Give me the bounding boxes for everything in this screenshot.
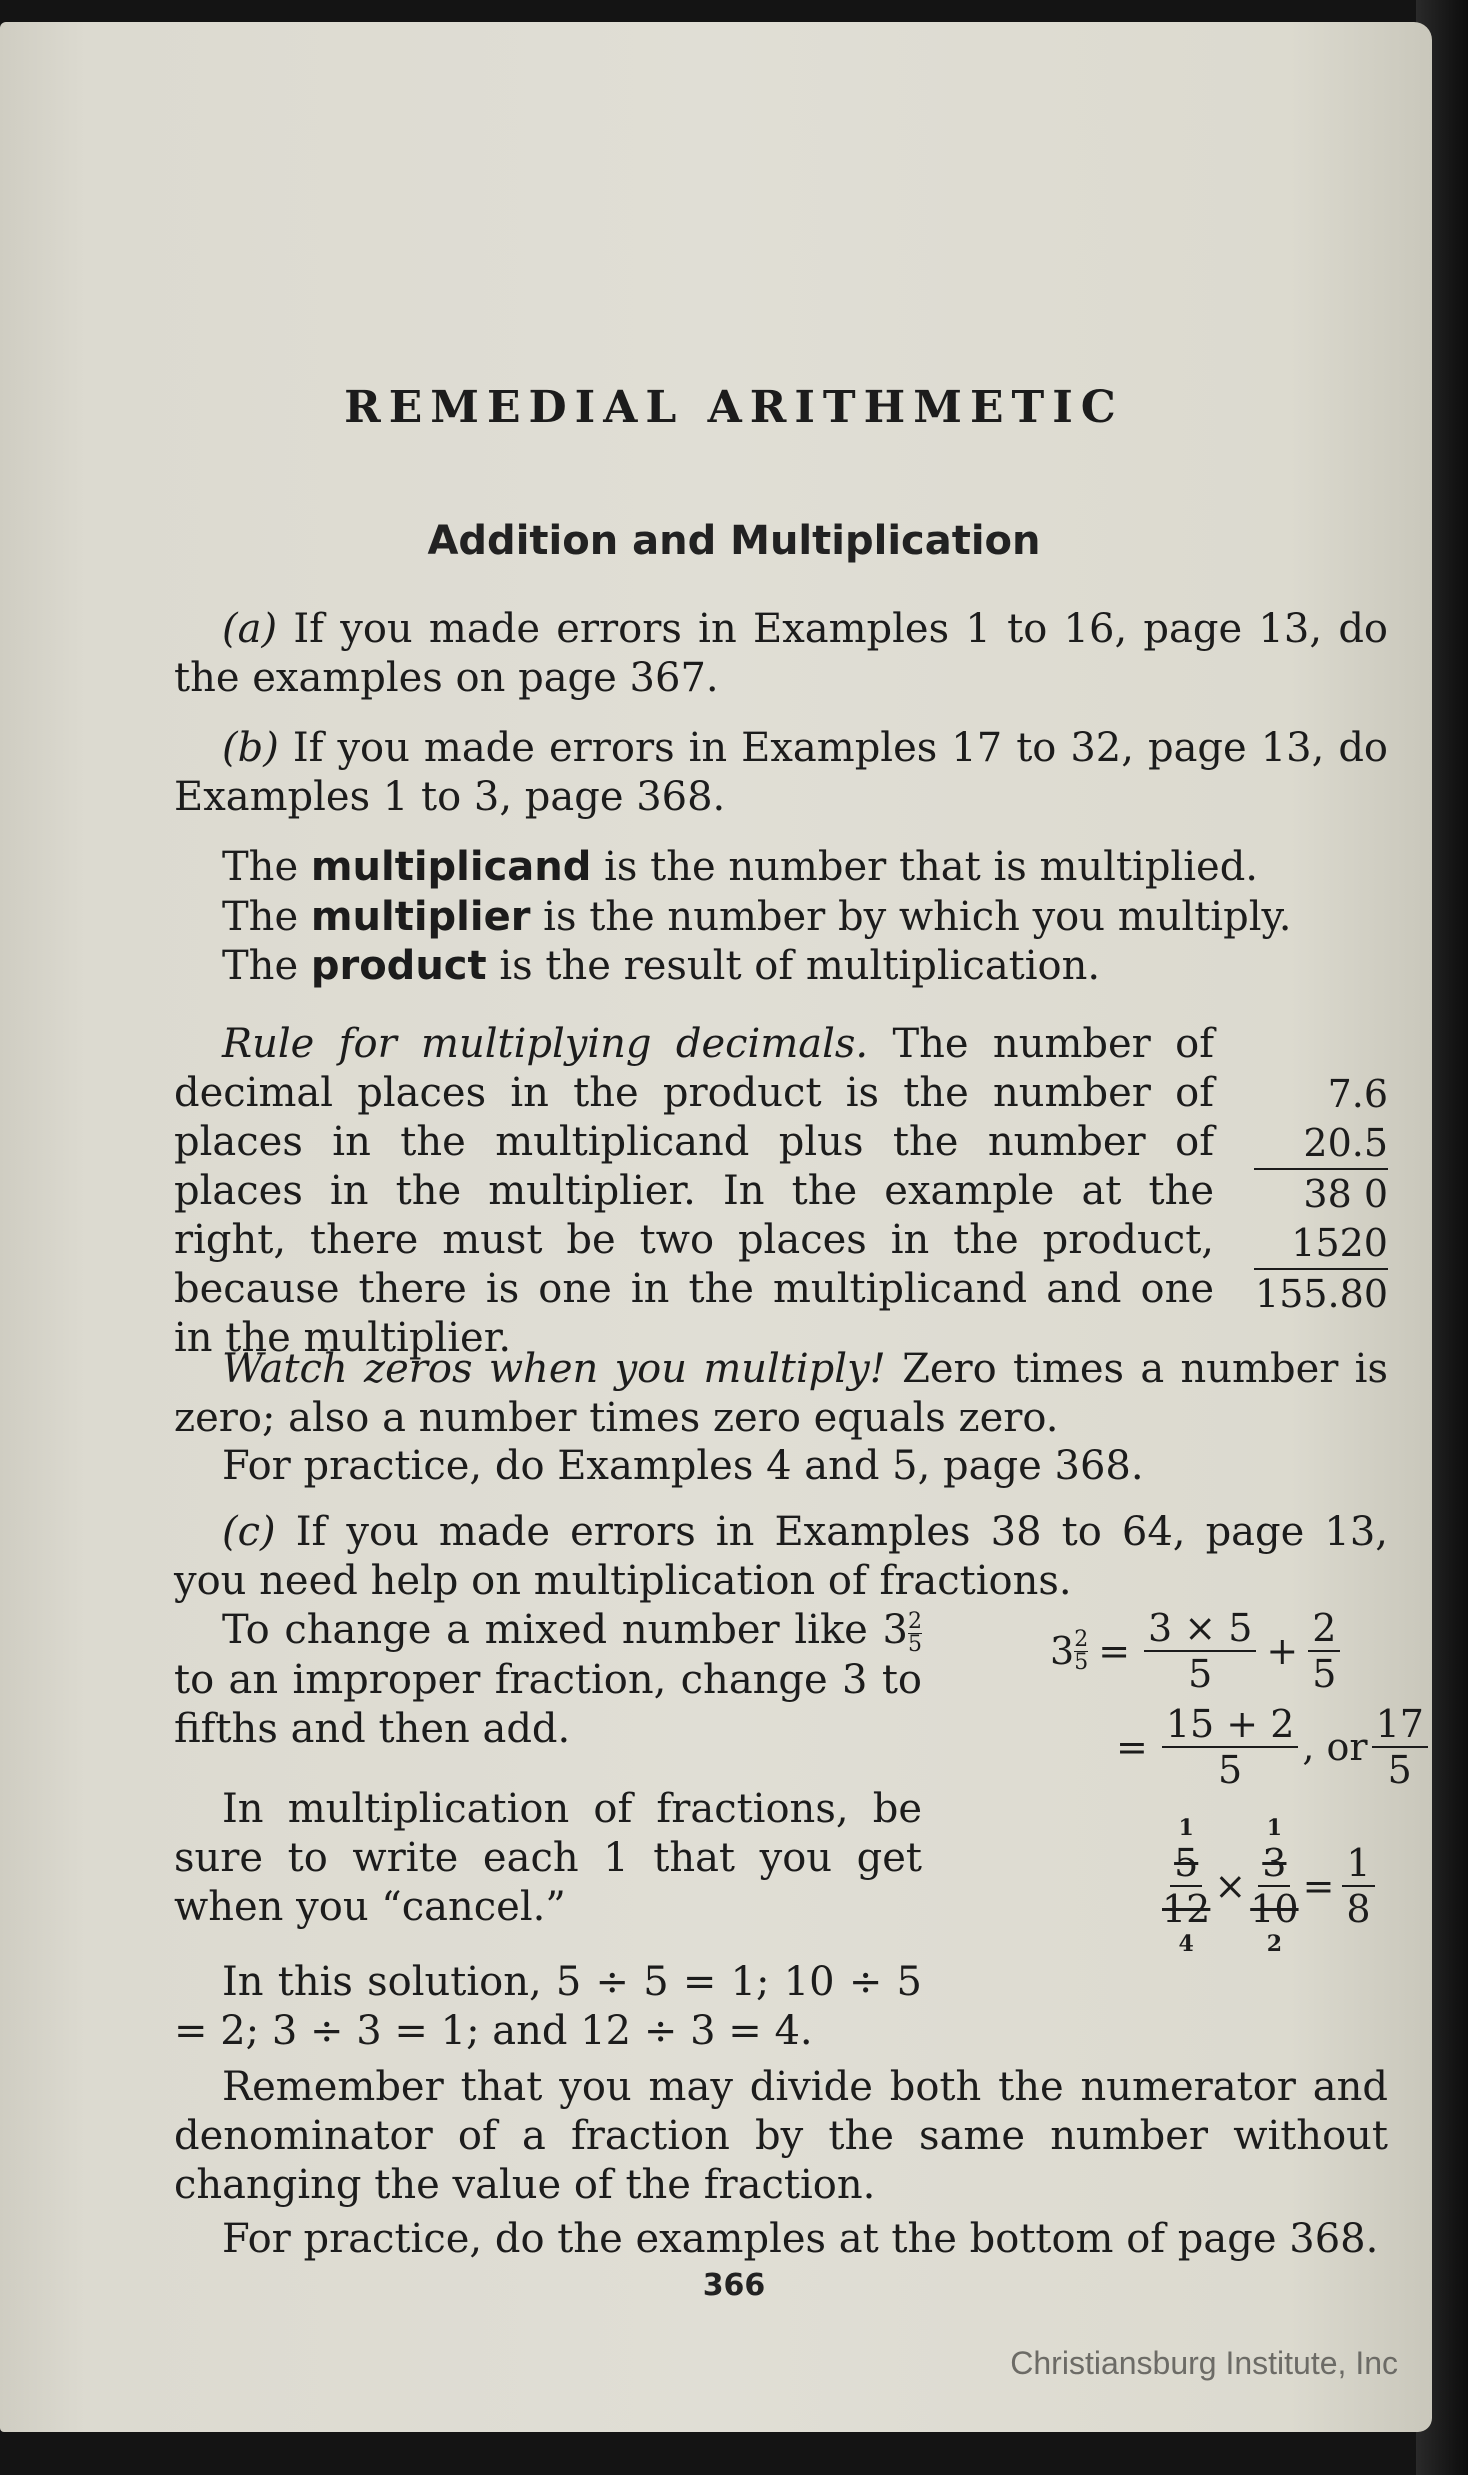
paragraph-a: (a) If you made errors in Examples 1 to 16, page 13, do the examples on page 367. [174,606,1389,701]
paragraph-c: (c) If you made errors in Examples 38 to 64, page 13, you need help on multiplication of fractions. [174,1509,1389,1604]
multiplier-value: 20.5 [1254,1119,1388,1170]
multiplication-example [1254,1070,1388,1319]
cancel-paragraph: In multiplication of fractions, be sure to write each 1 that you get when you “cancel.” [174,1786,922,1930]
equation-mixed-to-improper: 3 $\frac{2}{5}$ = $\frac{3 \times 5}{5}$ + $\frac{2}{5}$ [1050,1606,1344,1696]
paragraph-b: (b) If you made errors in Examples 17 to 32, page 13, do Examples 1 to 3, page 368. [174,725,1389,820]
definition-product: The product is the result of multiplication. [222,943,1101,989]
section-subtitle: Addition and Multiplication [427,518,1041,564]
product-value: 155.80 [1255,1272,1388,1316]
page-title: REMEDIAL ARITHMETIC [344,382,1124,433]
remember-paragraph: Remember that you may divide both the numerator and denominator of a fraction by the same number without changing the value of the fraction. [174,2064,1388,2208]
partial-product-2: 1520 [1254,1219,1388,1270]
definition-multiplicand: The multiplicand is the number that is multiplied. [222,844,1259,890]
mixed-number-paragraph: To change a mixed number like 3 $\frac{2}{5}$ to an improper fraction, change 3 to fifths and then add. [174,1607,922,1752]
multiplicand-value: 7.6 [1327,1072,1388,1116]
equation-improper-result: = $\frac{15 + 2}{5}$ , or $\frac{17}{5}$ [1106,1702,1432,1792]
practice-note-1: For practice, do Examples 4 and 5, page 368. [222,1443,1144,1489]
partial-product-1: 38 0 [1303,1172,1388,1216]
rule-paragraph: Rule for multiplying decimals. The number of decimal places in the product is the number of places in the multiplicand plus the number of places in the multiplier. In the example at the right, there must be two places in the product, because there is one in the multiplicand and one in the multiplier. [174,1021,1214,1361]
zeros-paragraph: Watch zeros when you multiply! Zero times a number is zero; also a number times zero equals zero. [174,1346,1388,1441]
equation-cancel: 1 $\frac{5}{12}$ 4 × 1 $\frac{3}{10}$ 2 = $\frac{1}{8}$ [1162,1815,1379,1957]
solution-paragraph: In this solution, 5 ÷ 5 = 1; 10 ÷ 5 = 2; 3 ÷ 3 = 1; and 12 ÷ 3 = 4. [174,1959,922,2054]
practice-note-2: For practice, do the examples at the bottom of page 368. [222,2216,1379,2262]
watermark: Christiansburg Institute, Inc [1010,2345,1398,2381]
page-number: 366 [702,2268,766,2303]
definition-multiplier: The multiplier is the number by which you multiply. [222,894,1292,940]
